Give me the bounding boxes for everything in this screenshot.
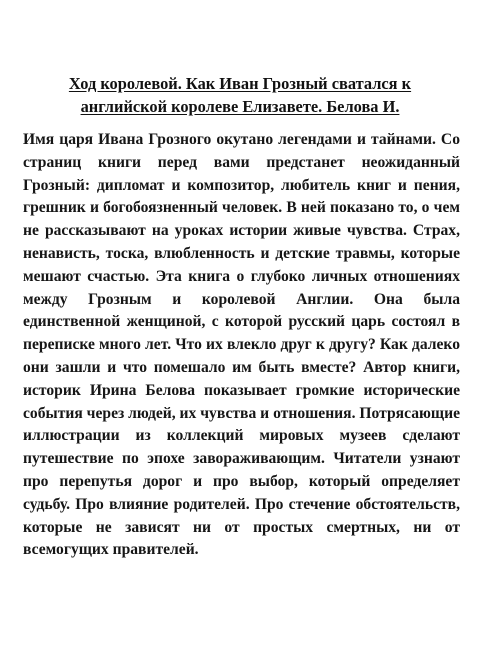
document-body-paragraph: Имя царя Ивана Грозного окутано легендами и тайнами. Со страниц книги перед вами предстанет неожиданный Грозный: дипломат и композитор, любитель книг и пения, грешник и богобоязненный человек. В ней показано то, о чем не рассказывают на уроках истории живые чувства. Страх, ненависть, тоска, влюбленность и детские травмы, которые мешают счастью. Эта книга о глубоко личных отношениях между Грозным и королевой Англии. Она была единственной женщиной, с которой русский царь состоял в переписке много лет. Что их влекло друг к другу? Как далеко они зашли и что помешало им быть вместе? Автор книги, историк Ирина Белова показывает громкие исторические события через людей, их чувства и отношения. Потрясающие иллюстрации из коллекций мировых музеев сделают путешествие по эпохе завораживающим. Читатели узнают про перепутья дорог и про выбор, который определяет судьбу. Про влияние родителей. Про стечение обстоятельств, которые не зависят ни от простых смертных, ни от всемогущих правителей. xyxy=(23,131,460,559)
document-title: Ход королевой. Как Иван Грозный сватался к английской королеве Елизавете. Белова И. xyxy=(68,74,412,116)
